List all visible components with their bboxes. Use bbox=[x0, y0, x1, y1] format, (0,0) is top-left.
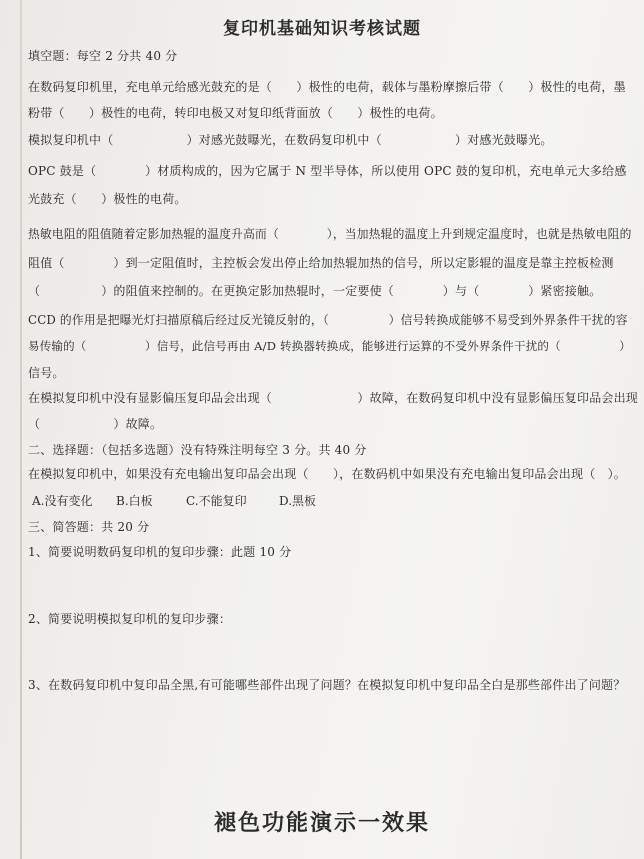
q3-line1: OPC 鼓是（ ）材质构成的，因为它属于 N 型半导体，所以使用 OPC 鼓的复印机，充电单元大多给感 bbox=[28, 164, 627, 178]
section1-header: 填空题：每空 2 分共 40 分 bbox=[28, 49, 178, 63]
q4-line2: 阻值（ ）到一定阻值时，主控板会发出停止给加热辊加热的信号，所以定影辊的温度是靠主控板检测 bbox=[28, 256, 614, 270]
document-title: 复印机基础知识考核试题 bbox=[223, 19, 421, 39]
section2-q1: 在模拟复印机中，如果没有充电输出复印品会出现（ ），在数码机中如果没有充电输出复印品会出现（ ）。 bbox=[28, 467, 627, 481]
q3-line2: 光鼓充（ ）极性的电荷。 bbox=[28, 192, 187, 206]
q5-line1: CCD 的作用是把曝光灯扫描原稿后经过反光镜反射的，（ ）信号转换成能够不易受到外界条件干扰的容 bbox=[28, 313, 628, 327]
option-d: D.黑板 bbox=[279, 494, 317, 508]
q1-line1: 在数码复印机里，充电单元给感光鼓充的是（ ）极性的电荷，载体与墨粉摩擦后带（ ）极性的电荷，墨 bbox=[28, 80, 626, 94]
option-b: B.白板 bbox=[116, 494, 153, 508]
page-fold-shadow bbox=[20, 0, 22, 859]
option-a: A.没有变化 bbox=[32, 494, 93, 508]
section3-q1: 1、简要说明数码复印机的复印步骤：此题 10 分 bbox=[28, 545, 292, 559]
section2-header: 二、选择题：（包括多选题）没有特殊注明每空 3 分。共 40 分 bbox=[28, 443, 367, 457]
q6-line1: 在模拟复印机中没有显影偏压复印品会出现（ ）故障，在数码复印机中没有显影偏压复印品会出现 bbox=[28, 391, 639, 405]
q2-line: 模拟复印机中（ ）对感光鼓曝光，在数码复印机中（ ）对感光鼓曝光。 bbox=[28, 133, 553, 147]
section3-header: 三、简答题：共 20 分 bbox=[28, 520, 150, 534]
q5-line3: 信号。 bbox=[28, 366, 65, 380]
section3-q2: 2、简要说明模拟复印机的复印步骤： bbox=[28, 612, 232, 626]
option-c: C.不能复印 bbox=[186, 494, 247, 508]
footer-caption: 褪色功能演示一效果 bbox=[213, 811, 430, 836]
q1-line2: 粉带（ ）极性的电荷，转印电极又对复印纸背面放（ ）极性的电荷。 bbox=[28, 106, 443, 120]
q6-line2: （ ）故障。 bbox=[28, 417, 163, 431]
q4-line1: 热敏电阻的阻值随着定影加热辊的温度升高而（ ），当加热辊的温度上升到规定温度时，也就是热敏电阻的 bbox=[28, 227, 632, 241]
q4-line3: （ ）的阻值来控制的。在更换定影加热辊时，一定要使（ ）与（ ）紧密接触。 bbox=[28, 284, 602, 298]
section3-q3: 3、在数码复印机中复印品全黑,有可能哪些部件出现了问题？在模拟复印机中复印品全白是那些部件出了问题？ bbox=[28, 678, 626, 692]
q5-line2: 易传输的（ ）信号，此信号再由 A/D 转换器转换成，能够进行运算的不受外界条件干扰的（ ） bbox=[28, 339, 632, 353]
